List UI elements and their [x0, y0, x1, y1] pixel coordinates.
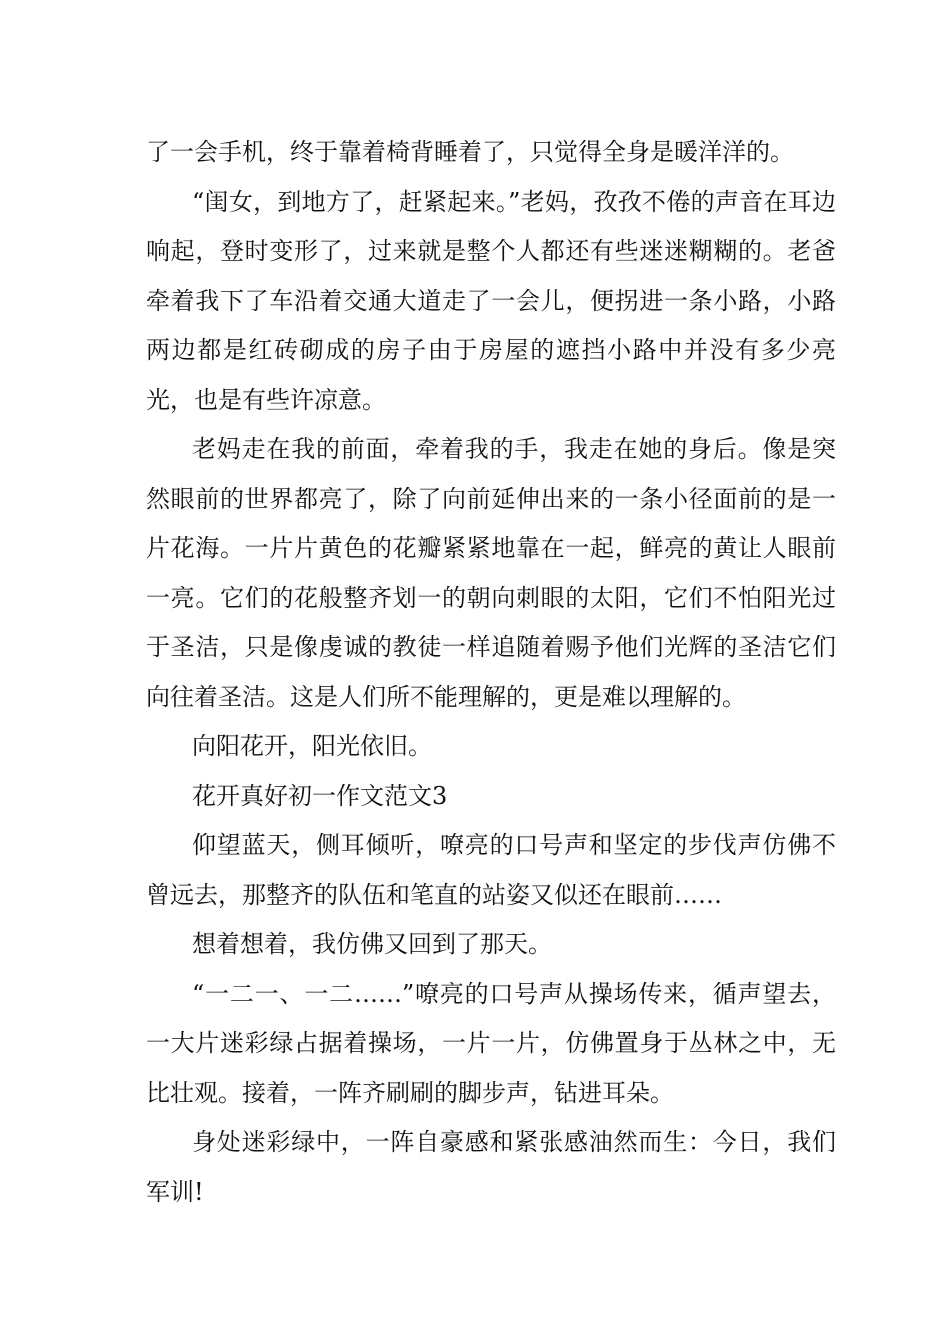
paragraph: “一二一、一二……”嘹亮的口号声从操场传来，循声望去，一大片迷彩绿占据着操场，一片一片，仿佛置身于丛林之中，无比壮观。接着，一阵齐刷刷的脚步声，钻进耳朵。	[146, 979, 836, 1107]
paragraph: 向阳花开，阳光依旧。	[192, 732, 432, 760]
paragraph: 身处迷彩绿中，一阵自豪感和紧张感油然而生：今日，我们军训!	[146, 1128, 836, 1206]
document-body	[146, 128, 836, 1217]
paragraph: 仰望蓝天，侧耳倾听，嘹亮的口号声和坚定的步伐声仿佛不曾远去，那整齐的队伍和笔直的站姿又似还在眼前……	[146, 831, 836, 909]
paragraph: 老妈走在我的前面，牵着我的手，我走在她的身后。像是突然眼前的世界都亮了，除了向前延伸出来的一条小径面前的是一片花海。一片片黄色的花瓣紧紧地靠在一起，鲜亮的黄让人眼前一亮。它们的花般整齐划一的朝向刺眼的太阳，它们不怕阳光过于圣洁，只是像虔诚的教徒一样追随着赐予他们光辉的圣洁它们向往着圣洁。这是人们所不能理解的，更是难以理解的。	[146, 435, 836, 711]
paragraph: 了一会手机，终于靠着椅背睡着了，只觉得全身是暖洋洋的。	[146, 138, 794, 166]
paragraph: “闺女，到地方了，赶紧起来。”老妈，孜孜不倦的声音在耳边响起，登时变形了，过来就是整个人都还有些迷迷糊糊的。老爸牵着我下了车沿着交通大道走了一会儿，便拐进一条小路，小路两边都是红砖砌成的房子由于房屋的遮挡小路中并没有多少亮光，也是有些许凉意。	[146, 187, 836, 414]
paragraph: 想着想着，我仿佛又回到了那天。	[192, 930, 552, 958]
section-heading: 花开真好初一作文范文3	[192, 781, 448, 810]
